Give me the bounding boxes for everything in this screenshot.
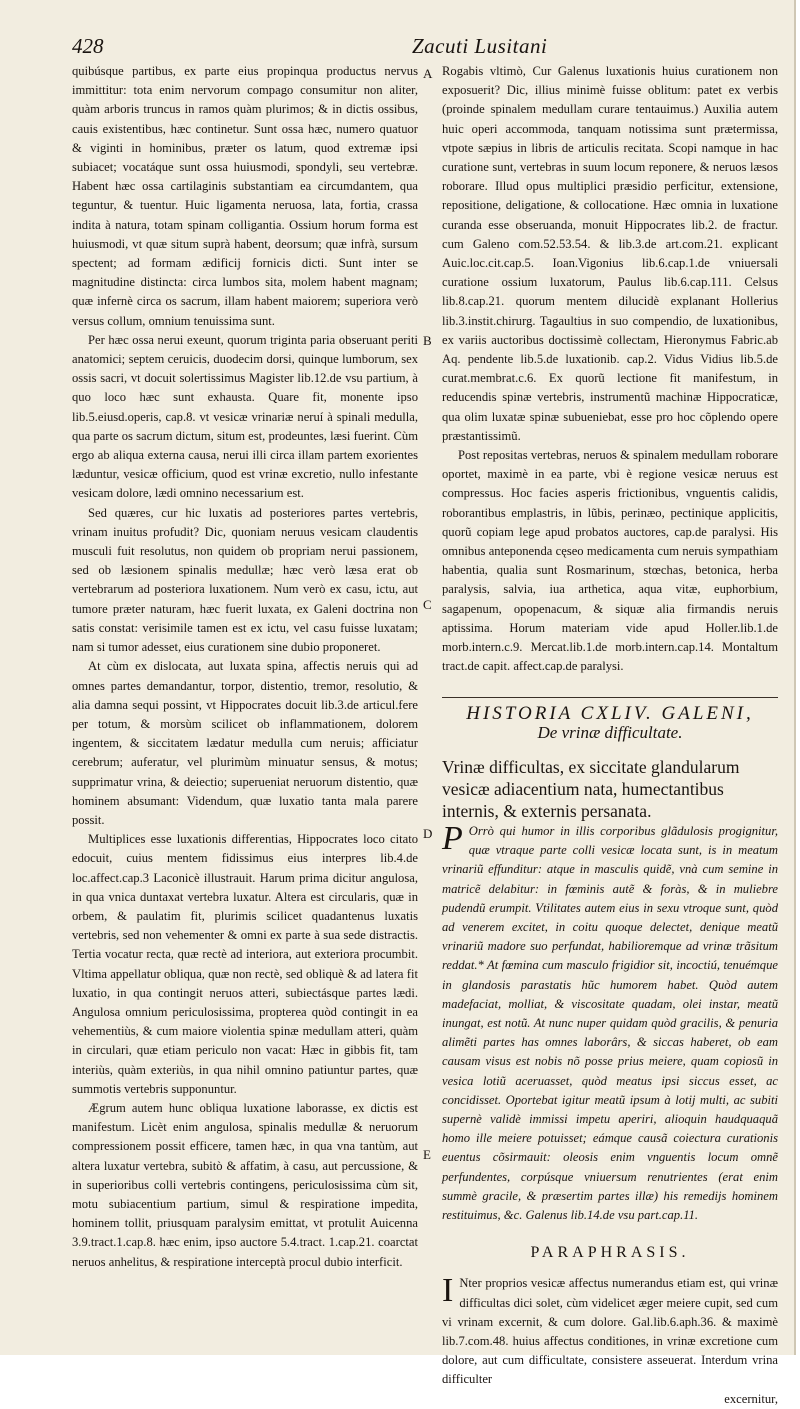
quotation-text: Orrò qui humor in illis corporibus glãdulosis progignitur, quæ vtraque parte colli vesicæ locata sunt, is in meatum vrinariũ effunditur: atque in masculis quidẽ, vnà cum semine in matricẽ delabitur: in fœminis autẽ & foràs, & in muliebre pudendũ erumpit. Vtilitates autem eius in sexu vtroque sunt, quòd ad venerem excitet, in coitu quoque delectet, denique meatũ vrinariũ madore suo perfundat, habilioremque ad vrinæ trãsitum reddat.* At fœmina cum masculo frigidior sit, incoctiú, tenuémque in glandosis parastatis hũc humorem habet. Quòd autem madefaciat, molliat, & viscositate quadam, olei instar, meatũ inungat, est notũ. At nunc nuper quidam quòd gracilis, & penuria alimẽti partes has omnes laborârs, & siccas haberet, ob eam causam visus est nobis nõ posse prius meiere, quam copiosũ in vesica lotiũ aceruasset, quòd meatus ipsi siccus esset, ac concidisset. Oportebat igitur meatũ ipsum à lotij multi, ac subiti supernè validè immissi impetu aperiri, alioquin haudquaquã homo ille meiere potuisset; eámque causã coiectura curationis euentus cõsirmauit: oleosis enim vnguentis locum omnẽ perfundentes, corpúsque vniuersum renutrientes (erat enim summè gracile, & præsertim partes illæ) his remedijs hominem restituimus, &c. Galenus lib.14.de vsu part.cap.11.	[442, 823, 778, 1222]
paraphrasis-title: PARAPHRASIS.	[530, 1244, 690, 1262]
margin-letter-b: B	[423, 333, 432, 348]
margin-letter-d: D	[423, 826, 433, 841]
paraphrasis-text: Nter proprios vesicæ affectus numerandus etiam est, qui vrinæ difficultas dici solet, cùm videlicet æger meiere cupit, sed cum vi vrinam excernit, & cum dolore. Gal.lib.6.aph.36. & maximè lib.7.com.48. huius affectus conditiones, in vrinæ excretione cum dolore, aut cum difficultate, consistere asseuerat. Interdum vrina difficulter	[442, 1276, 778, 1387]
paragraph: Rogabis vltimò, Cur Galenus luxationis huius curationem non exposuerit? Dic, illius minimè fuisse oblitum: patet ex verbis (proinde spinalem medullam curare tentauimus.) Auxilia autem huic operi accommoda, tanquam notissima sunt prætermissa, vtpote sæpius in libris de articulis recitata. Scopi namque in hac curatione sunt, vertebras in suum locum reponere, & neruos læsos roborare. Illud opus multiplici præsidio perficitur, extensione, repositione, deligatione, & collocatione. Hæc omnia in luxatione curanda esse obseruanda, monuit Hippocrates lib.2. de fractur. cum Galeno com.52.53.54. & lib.3.de art.com.21. explicant Auic.loc.cit.cap.5. Ioan.Vigonius lib.6.cap.1.de vniuersali curatione ossium luxatorum, Paulus lib.6.cap.111. Celsus lib.8.cap.21. quorum mentem dilucidè explanant Hollerius lib.3.instit.chirurg. Tagaultius in suo compendio, de luxationibus, ex variis auctoribus doctissimè collectam, Hieronymus Fabric.ab Aq. pendente lib.5.de luxationib. cap.2. Vidus Vidius lib.5.de curat.membrat.c.6. Ex quorũ lectione fit manifestum, in reducendis spinæ vertebris, instrumentũ machinæ Hippocraticæ, qua olim luxatæ spinæ subueniebat, esse pro hoc cõplendo opere præstantissimũ.	[442, 64, 778, 443]
paragraph: Sed quæres, cur hic luxatis ad posteriores partes vertebris, vrinam inuitus profudit? Dic, quoniam neruus vesicam claudentis musculi fuit resolutus, non quidem ob propriam nerui passionem, sed ob læsionem spinalis medullæ; hæc verò læsa erat ob vertebrarum ad posteriora luxationem. Num verò ex casu, ictu, aut tumore præter naturam, hæc fuerit luxata, ex Galeni doctrina non satis constat: verisimile tamen est ex ictu, vel casu fuisse luxatam; nam si tumor adesset, eius curationem sine dubio proponeret.	[72, 505, 418, 655]
paragraph: quibúsque partibus, ex parte eius propinqua productus nervus immittitur: tota enim nervorum compago consumitur non aliter, quàm arboris truncus in ramos quàm plurimos; & in dictis ossibus, cauis existentibus, hæc continetur. Sunt ossa hæc, numero quatuor & viginti in hominibus, præter os latum, quod extremæ ipsi subiacet; vocatáque sunt ossa huiusmodi, spondyli, seu vertebræ. Habent hæc ossa cartilaginis substantiam ea circumdantem, qua teguntur, & tuentur. Huic ligamenta neruosa, lata, fortia, crassa indita à natura, totam spinam colligantia. Ossium horum forma est huiusmodi, vt quæ situm suprà habent, deorsum; quæ infrà, sursum spectent; ad formam ædificij fornicis dicti. Sunt inter se magnitudine distincta: circa lumbos sita, molem habent magnam; quæ infernè circa os sacrum, illam habent maiorem; superiora verò versus collum, omnium tenuissima sunt.	[72, 64, 418, 328]
margin-letter-e: E	[423, 1147, 431, 1162]
paragraph: Ægrum autem hunc obliqua luxatione laborasse, ex dictis est manifestum. Licèt enim angulosa, spinalis medullæ & neruorum compressionem possit efficere, tamen hæc, in qua vna tantùm, aut altera luxatur vertebra, subitò & affatim, à casu, aut percussione, & in superioribus colli vertebris contingens, periculosissima cùm sit, motu subiacentium partium, simul & respiratione impedita, hominem tollit, priusquam paralysim emittat, vt protulit Auicenna 3.9.tract.1.cap.8. hæc enim, ipso auctore 5.4.tract. 1.cap.21. coarctat neruos anhelitus, & respiratione interceptà procul dubio interficit.	[72, 1100, 418, 1269]
drop-cap: I	[442, 1272, 454, 1310]
paragraph: At cùm ex dislocata, aut luxata spina, affectis neruis qui ad omnes partes demandantur, torpor, distentio, tremor, resolutio, & alia damna sequi possint, vt Hippocrates docuit lib.3.de articul.fere per totum, & morsùm scilicet ob inflammationem, dolorem ingentem, & siccitatem lædatur medulla cum neruis; afficiatur cerebrum; auferatur, vel plurimùm minuatur sensus, & motus; supprimatur vrina, & deiectio; superueniat neruorum distentio, quæ hominem absumant: Videndum, quæ luxatio tanta mala parere possit.	[72, 659, 418, 827]
paragraph: Multiplices esse luxationis differentias, Hippocrates loco citato edocuit, cuius mentem fidissimus eius interpres lib.4.de loc.affect.cap.3 Laconicè illustrauit. Harum prima dicitur angulosa, in qua vnica duntaxat vertebra luxatur. Altera est circularis, quæ in orbem, & paulatim fit, plurimis scilicet quadantenus luxatis vertebris, sed non vehementer & omni ex parte à sua sede distractis. Tertia vocatur recta, quæ rectè ad interiora, aut exteriora procumbit. Vltima appellatur obliqua, quæ non rectè, sed obliquè & ad latera fit luxatio, in qua contingit neruos atteri, subiectásque partes lædi. Angulosa omnium periculosissima, propterea quòd contingit in ea vehementiùs, & cum maiore violentia spinæ medullam atteri, quàm in circulari, quæ etiam periculo non vacat: Hæc in gibbis fit, tam interiùs, quàm exteriùs, in qua nihil omnino patiuntur partes, quæ summotis vertebris supponuntur.	[72, 832, 418, 1096]
section-rule	[442, 697, 778, 698]
paragraph: Post repositas vertebras, neruos & spinalem medullam roborare oportet, maximè in ea parte, vbi è regione vesicæ neruus est compressus. Hoc facies asperis frictionibus, vnguentis calidis, roborantibus emplastris, in lũbis, perinæo, pectinique applicitis, quorũ copiam lege apud probatos auctores, cap.de paralysi. His omnibus anteponenda cęseo medicamenta cum neruis sympathiam habentia, qualia sunt Rosmarinum, stœchas, betonica, herba paralysis, salvia, iua arthetica, aqua vitæ, euphorbium, sagapenum, opopenacum, & siquæ alia firmandis neruis aptissima. Horum materiam vide apud Holler.lib.1.de morb.intern.c.9. Mercat.lib.1.de morb.intern.cap.14. Montaltum tract.de capit. affect.cap.de paralysi.	[442, 448, 778, 674]
historia-subtitle: De vrinæ difficultate.	[537, 722, 683, 742]
case-summary: Vrinæ difficultas, ex siccitate glandularum vesicæ adiacentium nata, humectantibus internis, & externis persanata.	[442, 756, 740, 821]
margin-letter-c: C	[423, 597, 432, 612]
right-column	[442, 62, 778, 1409]
paraphrasis-paragraph	[442, 1274, 778, 1389]
galen-quotation	[442, 819, 778, 1225]
running-head: Zacuti Lusitani	[412, 34, 548, 58]
paragraph: Per hæc ossa nerui exeunt, quorum triginta paria obseruant periti anatomici; septem ceruicis, duodecim dorsi, quinque lumborum, sex ossis sacri, vt docuit solertissimus Magister lib.12.de vsu partium, à quo loco hæc sunt exhausta. Quare fit, monente ipso lib.5.eiusd.operis, cap.8. vt vesicæ vrinariæ neruí à spinali medulla, qua parte os sacrum dictum, situm est, prodeuntes, læsi fuerint. Cùm ergo ab aliqua externa causa, nerui illi circa illam partem exorientes læduntur, vesicæ officium, quod est vrinæ excretio, nullo infestante vesicam dolore, lædi omnino necessarium est.	[72, 332, 418, 501]
page-number: 428	[72, 34, 104, 58]
catchword: excernitur,	[724, 1391, 778, 1406]
margin-letter-a: A	[423, 66, 433, 81]
left-column	[72, 62, 418, 1272]
drop-cap: P	[442, 819, 463, 857]
page-header	[72, 32, 772, 62]
historia-title: HISTORIA CXLIV. GALENI,	[466, 702, 754, 724]
